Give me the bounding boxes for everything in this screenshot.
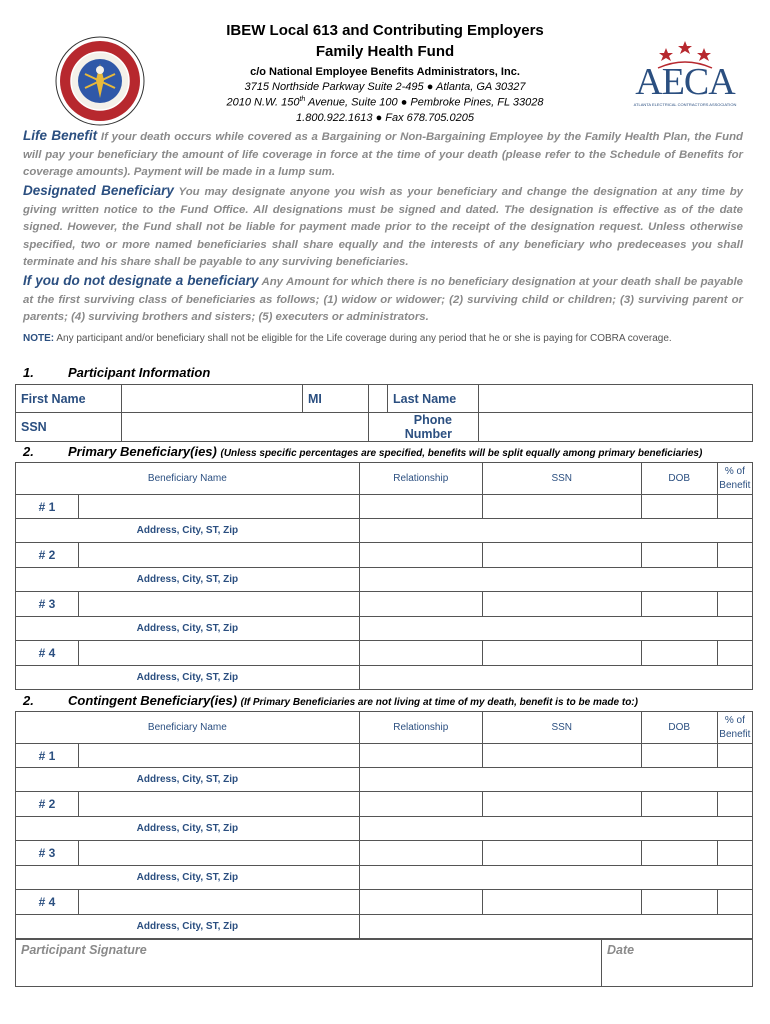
contingent-2-ssn[interactable] <box>482 792 641 817</box>
address-2-pre: 2010 N.W. 150 <box>226 96 300 109</box>
fund-subtitle: Family Health Fund <box>315 43 455 60</box>
primary-1-address[interactable] <box>359 519 752 543</box>
contingent-2-dob[interactable] <box>641 792 717 817</box>
section-1-number: 1. <box>23 365 34 380</box>
contingent-beneficiary-table <box>15 711 753 939</box>
aeca-wordmark: AECA <box>635 61 735 103</box>
participant-signature-field[interactable] <box>16 940 602 987</box>
last-name-label: Last Name <box>388 385 479 413</box>
contingent-2-pct[interactable] <box>717 792 752 817</box>
pct-line-1: % of <box>724 465 745 477</box>
section-3-title: Contingent Beneficiary(ies) <box>68 693 238 708</box>
pct-line-1: % of <box>724 714 745 726</box>
designated-beneficiary-text: You may designate anyone you wish as your beneficiary and change the designation at any time by giving written notice to the Fund Office. All designations must be signed and dated. The designation is effective as of the date signed. However, the Fund shall not be liable for payment made prior to the receipt of the designation request. Unless otherwise specified, two or more named beneficiaries shall share equally and the interests of any beneficiary who predeceases you shall terminate and his share shall be payable to any surviving beneficiaries. <box>23 186 743 268</box>
address-label: Address, City, ST, Zip <box>16 519 360 543</box>
contingent-2-address[interactable] <box>359 817 752 841</box>
fund-title: IBEW Local 613 and Contributing Employers <box>226 22 544 39</box>
section-3-subtitle: (If Primary Beneficiaries are not living at time of my death, benefit is to be made to:) <box>240 697 638 708</box>
row-number: # 1 <box>16 495 79 519</box>
ibew-seal-logo <box>55 36 145 126</box>
primary-1-pct[interactable] <box>717 495 752 519</box>
primary-3-dob[interactable] <box>641 592 717 617</box>
contingent-2-relationship[interactable] <box>359 792 482 817</box>
row-number: # 2 <box>16 543 79 568</box>
address-2-post: Avenue, Suite 100 ● Pembroke Pines, FL 33028 <box>305 96 544 109</box>
ssn-label: SSN <box>16 413 122 442</box>
ssn-field[interactable] <box>122 413 369 442</box>
primary-1-ssn[interactable] <box>482 495 641 519</box>
primary-3-pct[interactable] <box>717 592 752 617</box>
col-dob: DOB <box>641 463 717 495</box>
address-label: Address, City, ST, Zip <box>16 568 360 592</box>
no-designation-paragraph <box>23 272 743 327</box>
pct-line-2: Benefit <box>719 479 751 491</box>
col-beneficiary-name: Beneficiary Name <box>16 463 360 495</box>
address-label: Address, City, ST, Zip <box>16 666 360 690</box>
note-label: NOTE: <box>23 333 55 344</box>
primary-3-relationship[interactable] <box>359 592 482 617</box>
contingent-1-ssn[interactable] <box>482 744 641 768</box>
phone-label: Phone Number <box>369 413 479 442</box>
cobra-note <box>23 332 743 346</box>
primary-4-ssn[interactable] <box>482 641 641 666</box>
signature-table <box>15 939 753 987</box>
contingent-4-ssn[interactable] <box>482 890 641 915</box>
life-benefit-heading: Life Benefit <box>23 128 98 143</box>
address-line-1: 3715 Northside Parkway Suite 2-495 ● Atlanta, GA 30327 <box>244 81 526 93</box>
life-benefit-paragraph <box>23 127 743 182</box>
contingent-3-relationship[interactable] <box>359 841 482 866</box>
primary-2-relationship[interactable] <box>359 543 482 568</box>
primary-2-dob[interactable] <box>641 543 717 568</box>
contingent-2-name[interactable] <box>79 792 360 817</box>
row-number: # 3 <box>16 841 79 866</box>
contingent-3-dob[interactable] <box>641 841 717 866</box>
contingent-3-pct[interactable] <box>717 841 752 866</box>
section-2-number: 2. <box>23 444 34 459</box>
contingent-3-name[interactable] <box>79 841 360 866</box>
primary-1-relationship[interactable] <box>359 495 482 519</box>
col-beneficiary-name: Beneficiary Name <box>16 712 360 744</box>
contingent-4-name[interactable] <box>79 890 360 915</box>
primary-1-dob[interactable] <box>641 495 717 519</box>
col-ssn: SSN <box>482 712 641 744</box>
primary-2-address[interactable] <box>359 568 752 592</box>
contingent-1-address[interactable] <box>359 768 752 792</box>
participant-signature-label: Participant Signature <box>21 943 147 957</box>
primary-3-ssn[interactable] <box>482 592 641 617</box>
address-label: Address, City, ST, Zip <box>16 817 360 841</box>
primary-4-name[interactable] <box>79 641 360 666</box>
primary-4-relationship[interactable] <box>359 641 482 666</box>
note-text: Any participant and/or beneficiary shall not be eligible for the Life coverage during any period that he or she is paying for COBRA coverage. <box>54 333 672 344</box>
section-2-title: Primary Beneficiary(ies) <box>68 444 217 459</box>
col-pct-benefit <box>717 712 752 744</box>
last-name-field[interactable] <box>479 385 753 413</box>
primary-beneficiary-table <box>15 462 753 690</box>
address-label: Address, City, ST, Zip <box>16 617 360 641</box>
mi-label: MI <box>303 385 369 413</box>
primary-2-pct[interactable] <box>717 543 752 568</box>
row-number: # 4 <box>16 641 79 666</box>
address-label: Address, City, ST, Zip <box>16 915 360 939</box>
address-label: Address, City, ST, Zip <box>16 866 360 890</box>
no-designation-heading: If you do not designate a beneficiary <box>23 273 259 288</box>
col-pct-benefit <box>717 463 752 495</box>
primary-4-pct[interactable] <box>717 641 752 666</box>
contingent-4-relationship[interactable] <box>359 890 482 915</box>
administrator: c/o National Employee Benefits Administrators, Inc. <box>250 66 520 78</box>
contingent-1-pct[interactable] <box>717 744 752 768</box>
row-number: # 3 <box>16 592 79 617</box>
section-1-heading <box>23 365 210 380</box>
col-relationship: Relationship <box>359 712 482 744</box>
section-3-heading <box>23 693 638 708</box>
aeca-tagline: ATLANTA ELECTRICAL CONTRACTORS ASSOCIATION <box>633 102 737 107</box>
contingent-4-dob[interactable] <box>641 890 717 915</box>
section-3-number: 2. <box>23 693 34 708</box>
phone-field[interactable] <box>479 413 753 442</box>
aeca-logo <box>630 38 740 113</box>
address-label: Address, City, ST, Zip <box>16 768 360 792</box>
date-label: Date <box>607 943 635 957</box>
row-number: # 2 <box>16 792 79 817</box>
col-relationship: Relationship <box>359 463 482 495</box>
row-number: # 4 <box>16 890 79 915</box>
contingent-4-address[interactable] <box>359 915 752 939</box>
section-2-heading <box>23 444 702 459</box>
contingent-3-address[interactable] <box>359 866 752 890</box>
pct-line-2: Benefit <box>719 728 751 740</box>
primary-1-name[interactable] <box>79 495 360 519</box>
contingent-1-dob[interactable] <box>641 744 717 768</box>
contingent-1-name[interactable] <box>79 744 360 768</box>
primary-4-address[interactable] <box>359 666 752 690</box>
col-ssn: SSN <box>482 463 641 495</box>
contingent-4-pct[interactable] <box>717 890 752 915</box>
first-name-field[interactable] <box>122 385 303 413</box>
life-benefit-text: If your death occurs while covered as a Bargaining or Non-Bargaining Employee by the Family Health Plan, the Fund will pay your beneficiary the amount of life coverage in force at the time of your death (please refer to the Schedule of Benefits for coverage amounts). Payment will be made in a lump sum. <box>23 131 743 178</box>
row-number: # 1 <box>16 744 79 768</box>
designated-beneficiary-paragraph <box>23 182 743 272</box>
mi-field[interactable] <box>369 385 388 413</box>
phone-fax: 1.800.922.1613 ● Fax 678.705.0205 <box>296 112 474 124</box>
contingent-3-ssn[interactable] <box>482 841 641 866</box>
col-dob: DOB <box>641 712 717 744</box>
first-name-label: First Name <box>16 385 122 413</box>
primary-2-name[interactable] <box>79 543 360 568</box>
section-1-title: Participant Information <box>68 365 211 380</box>
primary-3-name[interactable] <box>79 592 360 617</box>
address-2-sup: th <box>299 96 306 103</box>
date-field[interactable] <box>602 940 753 987</box>
participant-info-table <box>15 384 753 442</box>
primary-4-dob[interactable] <box>641 641 717 666</box>
designated-beneficiary-heading: Designated Beneficiary <box>23 183 174 198</box>
contingent-1-relationship[interactable] <box>359 744 482 768</box>
no-designation-text: Any Amount for which there is no beneficiary designation at your death shall be payable at the first surviving class of beneficiaries as follows; (1) widow or widower; (2) surviving child or children; (3) surviving parent or parents; (4) surviving brothers and sisters; (5) executers or administrators. <box>23 276 743 323</box>
section-2-subtitle: (Unless specific percentages are specified, benefits will be split equally among primary beneficiaries) <box>220 448 703 459</box>
primary-2-ssn[interactable] <box>482 543 641 568</box>
primary-3-address[interactable] <box>359 617 752 641</box>
